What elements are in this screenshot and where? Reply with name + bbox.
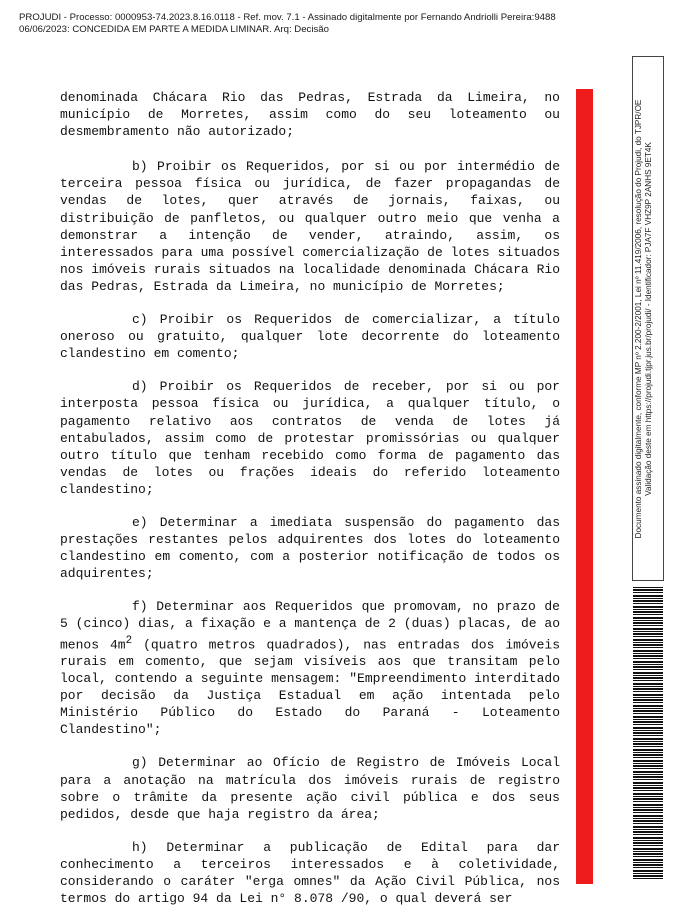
paragraph-item-g: g) Determinar ao Ofício de Registro de Imóveis Local para a anotação na matrícula dos imóveis rurais de registro sobre o trâmite da presente ação civil pública e dos seus pedidos, desde que haja registro da área;: [60, 755, 560, 822]
paragraph-item-f-start: f) Determinar aos Requeridos que promovam, no prazo de 5 (cinco) dias, a fixação e a mantença de 2 (duas) placas, de ao menos 4m: [60, 599, 560, 652]
paragraph-item-d: d) Proibir os Requeridos de receber, por si ou por interposta pessoa física ou jurídica, a qualquer título, o pagamento relativo aos contratos de venda de lotes já entabulados, assim como de protestar promissórias ou qualquer outro título que tenham recebido como forma de pagamento das vendas de lotes ou frações ideais do referido loteamento clandestino;: [60, 379, 560, 497]
signature-statement: Documento assinado digitalmente, conforme MP nº 2.200-2/2001, Lei nº 11.419/2006, resolução do Projudi, do TJPR/OE: [634, 99, 643, 538]
paragraph-item-b: b) Proibir os Requeridos, por si ou por intermédio de terceira pessoa física ou jurídica, de fazer propagandas de vendas de lotes, quer através de jornais, faixas, ou distribuição de panfletos, ou qualquer outro meio que venha a demonstrar a intenção de vender, atraindo, assim, os interessados para uma possível comercialização de lotes situados nos imóveis rurais situados na localidade denominada Chácara Rio das Pedras, Estrada da Limeira, no município de Morretes;: [60, 159, 560, 294]
paragraph-item-e: e) Determinar a imediata suspensão do pagamento das prestações restantes pelos adquirentes dos lotes do loteamento clandestino em comento, com a posterior notificação de todos os adquirentes;: [60, 514, 560, 582]
header-process-line: PROJUDI - Processo: 0000953-74.2023.8.16.0118 - Ref. mov. 7.1 - Assinado digitalmente por Fernando Andriolli Pereira:9488: [19, 12, 556, 23]
header-decision-line: 06/06/2023: CONCEDIDA EM PARTE A MEDIDA LIMINAR. Arq: Decisão: [19, 24, 329, 35]
paragraph-item-h: h) Determinar a publicação de Edital para dar conhecimento a terceiros interessados e à coletividade, considerando o caráter "erga omnes" da Ação Civil Pública, nos termos do artigo 94 da Lei n° 8.078 /90, o qual deverá ser: [60, 839, 560, 907]
signature-validation-text: [634, 61, 662, 576]
barcode-image: [633, 587, 663, 881]
signature-validation-box: [632, 56, 664, 581]
red-margin-bar: [576, 89, 593, 884]
paragraph-item-f-end: (quatro metros quadrados), nas entradas dos imóveis rurais em comento, que sejam visíveis aos que transitam pelo local, contendo a seguinte mensagem: "Empreendimento interditado por decisão da Justiça Estadual em ação intentada pelo Ministério Público do Estado do Paraná - Loteamento Clandestino";: [60, 636, 560, 738]
paragraph-continuation: denominada Chácara Rio das Pedras, Estrada da Limeira, no município de Morretes, assim como do seu loteamento ou desmembramento não autorizado;: [60, 90, 560, 140]
superscript-squared: 2: [125, 634, 133, 647]
paragraph-item-c: c) Proibir os Requeridos de comercializar, a título oneroso ou gratuito, qualquer lote decorrente do loteamento clandestino em comento;: [60, 312, 560, 362]
document-body: [60, 89, 560, 923]
paragraph-item-f: [60, 598, 560, 738]
validation-identifier: Validação deste em https://projudi.tjpr.jus.br/projudi/ - Identificador: PJA7F VHZ9P 2ANHS 9ET4K: [644, 141, 653, 496]
document-header: [19, 12, 579, 36]
